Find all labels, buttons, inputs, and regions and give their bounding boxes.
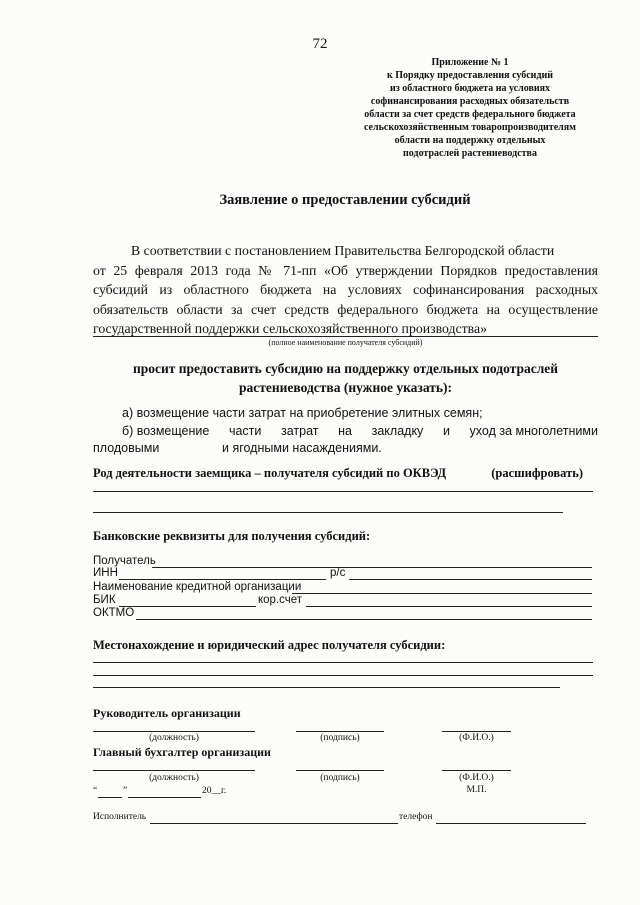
recipient-field[interactable] (152, 567, 592, 568)
option-b-word: б) возмещение (122, 424, 210, 438)
appendix-line: софинансирования расходных обязательств (370, 96, 570, 107)
accountant-signature-caption: (подпись) (320, 773, 360, 783)
date-quote-close: ” (123, 786, 128, 796)
accountant-position-caption: (должность) (149, 773, 199, 783)
head-fio-line[interactable] (442, 731, 511, 732)
head-title: Руководитель организации (93, 706, 241, 720)
option-a: а) возмещение части затрат на приобретение элитных семян; (122, 406, 483, 420)
bank-name-label: Наименование кредитной организации (93, 581, 302, 593)
page-number: 72 (312, 36, 328, 52)
okved-label (93, 466, 583, 481)
oktmo-label: ОКТМО (93, 607, 135, 619)
appendix-line: сельскохозяйственным товаропроизводителям (363, 122, 576, 133)
inn-field[interactable] (119, 579, 326, 580)
date-quote-open: “ (93, 786, 98, 796)
accountant-position-line[interactable] (93, 770, 255, 771)
corr-account-field[interactable] (306, 606, 592, 607)
head-position-line[interactable] (93, 731, 255, 732)
option-b-line-2-right: и ягодными насаждениями. (222, 441, 382, 455)
head-signature-line[interactable] (296, 731, 384, 732)
bank-heading: Банковские реквизиты для получения субсидий: (93, 529, 371, 543)
bik-label: БИК (93, 594, 116, 606)
address-line[interactable] (93, 687, 560, 688)
document-title: Заявление о предоставлении субсидий (219, 192, 471, 208)
request-line-2: растениеводства (нужное указать): (238, 380, 453, 395)
appendix-line: подотраслей растениеводства (403, 148, 537, 159)
okved-label-right: (расшифровать) (491, 466, 583, 480)
option-b-word: и (442, 424, 450, 438)
appendix-line: области за счет средств федерального бюджета (364, 109, 576, 120)
applicant-name-line[interactable] (93, 336, 598, 337)
oktmo-field[interactable] (136, 619, 592, 620)
appendix-line: из областного бюджета на условиях (389, 83, 551, 94)
date-month-field[interactable] (128, 797, 201, 798)
address-line[interactable] (93, 662, 593, 663)
option-b-word: затрат (281, 424, 319, 438)
applicant-caption: (полное наименование получателя субсидий) (268, 338, 423, 347)
appendix-line: области на поддержку отдельных (394, 135, 546, 146)
intro-first-line: В соответствии с постановлением Правительства Белгородской области (131, 243, 555, 258)
phone-field[interactable] (436, 823, 586, 824)
stamp-mark: М.П. (466, 785, 487, 795)
date-year: 20__г. (202, 786, 227, 796)
request-heading (93, 359, 598, 397)
okved-line[interactable] (93, 491, 593, 492)
bank-name-field[interactable] (292, 593, 592, 594)
corr-account-label: кор.счет (258, 594, 303, 606)
address-heading: Местонахождение и юридический адрес получателя субсидии: (93, 638, 446, 652)
option-b-word: части (228, 424, 262, 438)
accountant-signature-line[interactable] (296, 770, 384, 771)
recipient-label: Получатель (93, 555, 156, 567)
option-b-line-1 (122, 424, 598, 438)
account-label: р/с (330, 567, 346, 579)
appendix-line: Приложение № 1 (431, 57, 509, 68)
okved-line[interactable] (93, 512, 563, 513)
accountant-title: Главный бухгалтер организации (93, 745, 271, 759)
date-day-field[interactable] (98, 797, 122, 798)
option-b-word: на (338, 424, 352, 438)
option-b-word: уход за многолетними (469, 424, 598, 438)
appendix-line: к Порядку предоставления субсидий (386, 70, 554, 81)
accountant-fio-line[interactable] (442, 770, 511, 771)
head-position-caption: (должность) (149, 733, 199, 743)
intro-rest: от 25 февраля 2013 года № 71-пп «Об утверждении Порядков предоставления субсидий из областного бюджета на условиях софинансирования расходных обязательств области за счет средств федерального бюджета на осуществление государственной поддержки сельскохозяйственного производства» (93, 262, 598, 336)
account-field[interactable] (349, 579, 592, 580)
head-signature-caption: (подпись) (320, 733, 360, 743)
request-line-1: просит предоставить субсидию на поддержку отдельных подотраслей (132, 361, 559, 376)
okved-label-left: Род деятельности заемщика – получателя субсидий по ОКВЭД (93, 466, 447, 480)
intro-paragraph (93, 241, 598, 339)
phone-label: телефон (399, 812, 433, 822)
accountant-fio-caption: (Ф.И.О.) (459, 773, 494, 783)
option-b-word: закладку (371, 424, 424, 438)
appendix-block (320, 56, 620, 160)
address-line[interactable] (93, 675, 593, 676)
head-fio-caption: (Ф.И.О.) (459, 733, 494, 743)
executor-field[interactable] (150, 823, 398, 824)
inn-label: ИНН (93, 567, 118, 579)
executor-label: Исполнитель (93, 812, 147, 822)
bik-field[interactable] (119, 606, 256, 607)
option-b-line-2-left: плодовыми (93, 441, 160, 455)
